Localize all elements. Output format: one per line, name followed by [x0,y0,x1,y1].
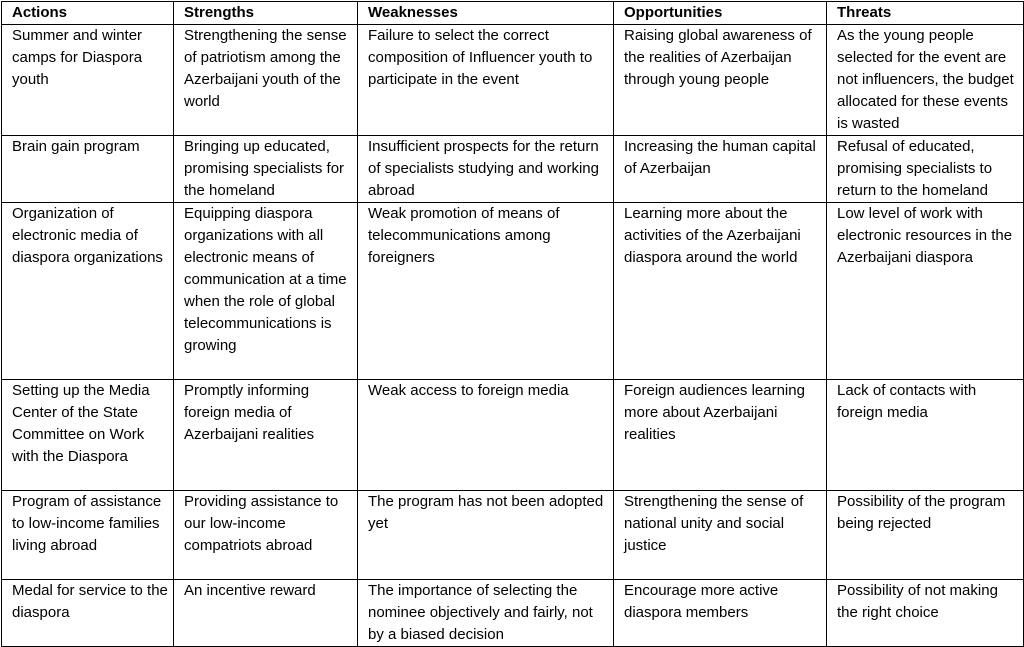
header-row [2,2,1024,25]
header-threats: Threats [827,2,1024,25]
threats-cell: Possibility of the program being rejected [827,491,1024,580]
strengths-cell: Strengthening the sense of patriotism among the Azerbaijani youth of the world [174,25,358,136]
header-opportunities: Opportunities [614,2,827,25]
table-row [2,380,1024,491]
opportunities-cell: Increasing the human capital of Azerbaijan [614,136,827,203]
header-strengths: Strengths [174,2,358,25]
strengths-cell: Equipping diaspora organizations with all electronic means of communication at a time when the role of global telecommunications is growing [174,203,358,380]
opportunities-cell: Strengthening the sense of national unity and social justice [614,491,827,580]
strengths-cell: Bringing up educated, promising specialists for the homeland [174,136,358,203]
opportunities-cell: Encourage more active diaspora members [614,580,827,647]
weaknesses-cell: Insufficient prospects for the return of specialists studying and working abroad [358,136,614,203]
threats-cell: Low level of work with electronic resources in the Azerbaijani diaspora [827,203,1024,380]
strengths-cell: Providing assistance to our low-income compatriots abroad [174,491,358,580]
strengths-cell: An incentive reward [174,580,358,647]
action-cell: Medal for service to the diaspora [2,580,174,647]
action-cell: Organization of electronic media of diaspora organizations [2,203,174,380]
action-cell: Summer and winter camps for Diaspora youth [2,25,174,136]
weaknesses-cell: Weak promotion of means of telecommunications among foreigners [358,203,614,380]
header-weaknesses: Weaknesses [358,2,614,25]
table-row [2,580,1024,647]
swot-table [1,1,1024,647]
action-cell: Program of assistance to low-income families living abroad [2,491,174,580]
table-row [2,136,1024,203]
opportunities-cell: Foreign audiences learning more about Azerbaijani realities [614,380,827,491]
weaknesses-cell: The importance of selecting the nominee objectively and fairly, not by a biased decision [358,580,614,647]
opportunities-cell: Learning more about the activities of the Azerbaijani diaspora around the world [614,203,827,380]
weaknesses-cell: The program has not been adopted yet [358,491,614,580]
action-cell: Setting up the Media Center of the State Committee on Work with the Diaspora [2,380,174,491]
table-row [2,203,1024,380]
weaknesses-cell: Weak access to foreign media [358,380,614,491]
table-row [2,25,1024,136]
strengths-cell: Promptly informing foreign media of Azerbaijani realities [174,380,358,491]
header-actions: Actions [2,2,174,25]
opportunities-cell: Raising global awareness of the realities of Azerbaijan through young people [614,25,827,136]
threats-cell: Lack of contacts with foreign media [827,380,1024,491]
table-row [2,491,1024,580]
threats-cell: As the young people selected for the event are not influencers, the budget allocated for these events is wasted [827,25,1024,136]
threats-cell: Refusal of educated, promising specialists to return to the homeland [827,136,1024,203]
action-cell: Brain gain program [2,136,174,203]
weaknesses-cell: Failure to select the correct composition of Influencer youth to participate in the event [358,25,614,136]
threats-cell: Possibility of not making the right choice [827,580,1024,647]
